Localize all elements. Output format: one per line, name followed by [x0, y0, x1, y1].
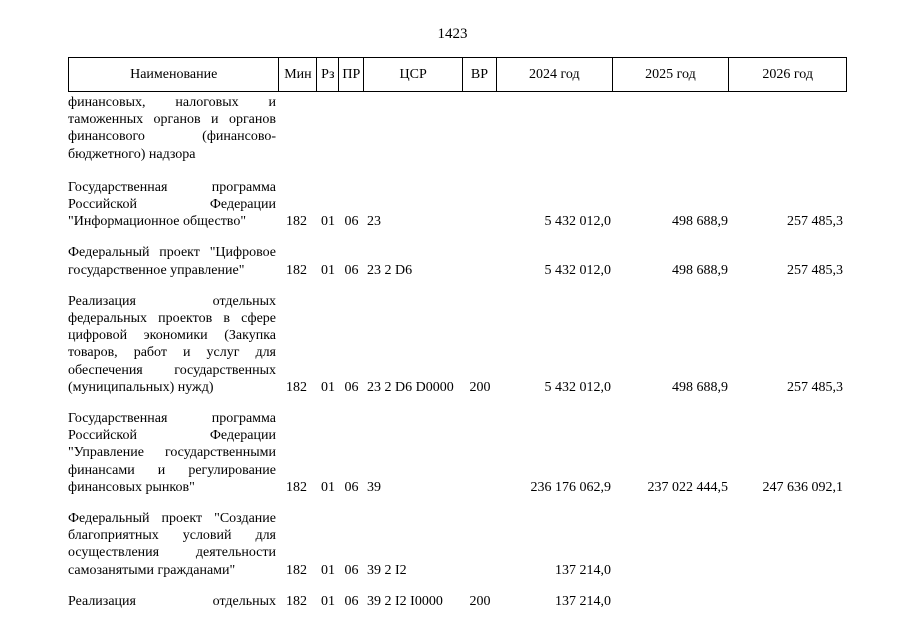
row-2024: 5 432 012,0: [544, 262, 611, 278]
table-row: [68, 179, 847, 231]
row-vr: 200: [469, 593, 491, 609]
row-name: Государственная программа Российской Федерации "Управление государственными финансами и регулирование финансовых рынков": [68, 411, 276, 495]
row-pr: 06: [344, 214, 359, 230]
header-2024: 2024 год: [497, 58, 613, 91]
row-csr: 23 2 D6: [367, 262, 413, 278]
header-2025: 2025 год: [613, 58, 730, 91]
row-csr: 23: [367, 214, 381, 230]
row-2024: 5 432 012,0: [544, 214, 611, 230]
row-min: 182: [286, 262, 307, 278]
row-csr: 39 2 I2 I0000: [367, 593, 443, 609]
row-2026: 247 636 092,1: [762, 479, 843, 495]
row-rz: 01: [321, 479, 335, 495]
row-rz: 01: [321, 562, 335, 578]
row-name: финансовых, налоговых и таможенных органов и органов финансового (финансово-бюджетного) надзора: [68, 95, 276, 162]
row-pr: 06: [344, 562, 359, 578]
row-min: 182: [286, 593, 307, 609]
table-row: [68, 244, 847, 278]
row-rz: 01: [321, 262, 335, 278]
row-min: 182: [286, 214, 307, 230]
header-csr: ЦСР: [364, 58, 463, 91]
page-number: 1423: [437, 26, 468, 42]
header-rz: Рз: [317, 58, 339, 91]
row-rz: 01: [321, 214, 335, 230]
row-2026: 257 485,3: [787, 379, 843, 395]
header-min: Мин: [279, 58, 317, 91]
row-min: 182: [286, 562, 307, 578]
row-name: Реализация отдельных: [68, 593, 276, 609]
row-pr: 06: [344, 379, 359, 395]
row-rz: 01: [321, 593, 335, 609]
row-pr: 06: [344, 262, 359, 278]
header-pr: ПР: [339, 58, 364, 91]
row-min: 182: [286, 379, 307, 395]
header-name: Наименование: [69, 58, 279, 91]
row-2025: 498 688,9: [672, 262, 728, 278]
row-2024: 137 214,0: [555, 562, 611, 578]
row-2024: 5 432 012,0: [544, 379, 611, 395]
row-min: 182: [286, 479, 307, 495]
row-2025: 498 688,9: [672, 379, 728, 395]
row-csr: 23 2 D6 D0000: [367, 379, 454, 395]
row-vr: 200: [469, 379, 491, 395]
row-rz: 01: [321, 379, 335, 395]
row-2025: 237 022 444,5: [647, 479, 728, 495]
row-name: Государственная программа Российской Федерации "Информационное общество": [68, 179, 276, 230]
row-2024: 137 214,0: [555, 593, 611, 609]
row-2026: 257 485,3: [787, 262, 843, 278]
row-pr: 06: [344, 479, 359, 495]
header-vr: ВР: [463, 58, 497, 91]
table-row: [68, 510, 847, 579]
row-2025: 498 688,9: [672, 214, 728, 230]
row-name: Федеральный проект "Цифровое государственное управление": [68, 245, 276, 278]
row-name: Реализация отдельных федеральных проектов в сфере цифровой экономики (Закупка товаров, работ и услуг для обеспечения государственных (муниципальных) нужд): [68, 293, 276, 395]
row-pr: 06: [344, 593, 359, 609]
row-name: Федеральный проект "Создание благоприятных условий для осуществления деятельности самозанятыми гражданами": [68, 511, 276, 578]
row-csr: 39: [367, 479, 381, 495]
table-row: [68, 410, 847, 496]
row-2026: 257 485,3: [787, 214, 843, 230]
table-row: [68, 593, 847, 610]
table-header: [68, 57, 847, 92]
table-body: [68, 94, 847, 624]
header-2026: 2026 год: [762, 66, 813, 82]
row-2024: 236 176 062,9: [530, 479, 611, 495]
row-csr: 39 2 I2: [367, 562, 407, 578]
table-row: [68, 94, 847, 163]
table-row: [68, 293, 847, 396]
